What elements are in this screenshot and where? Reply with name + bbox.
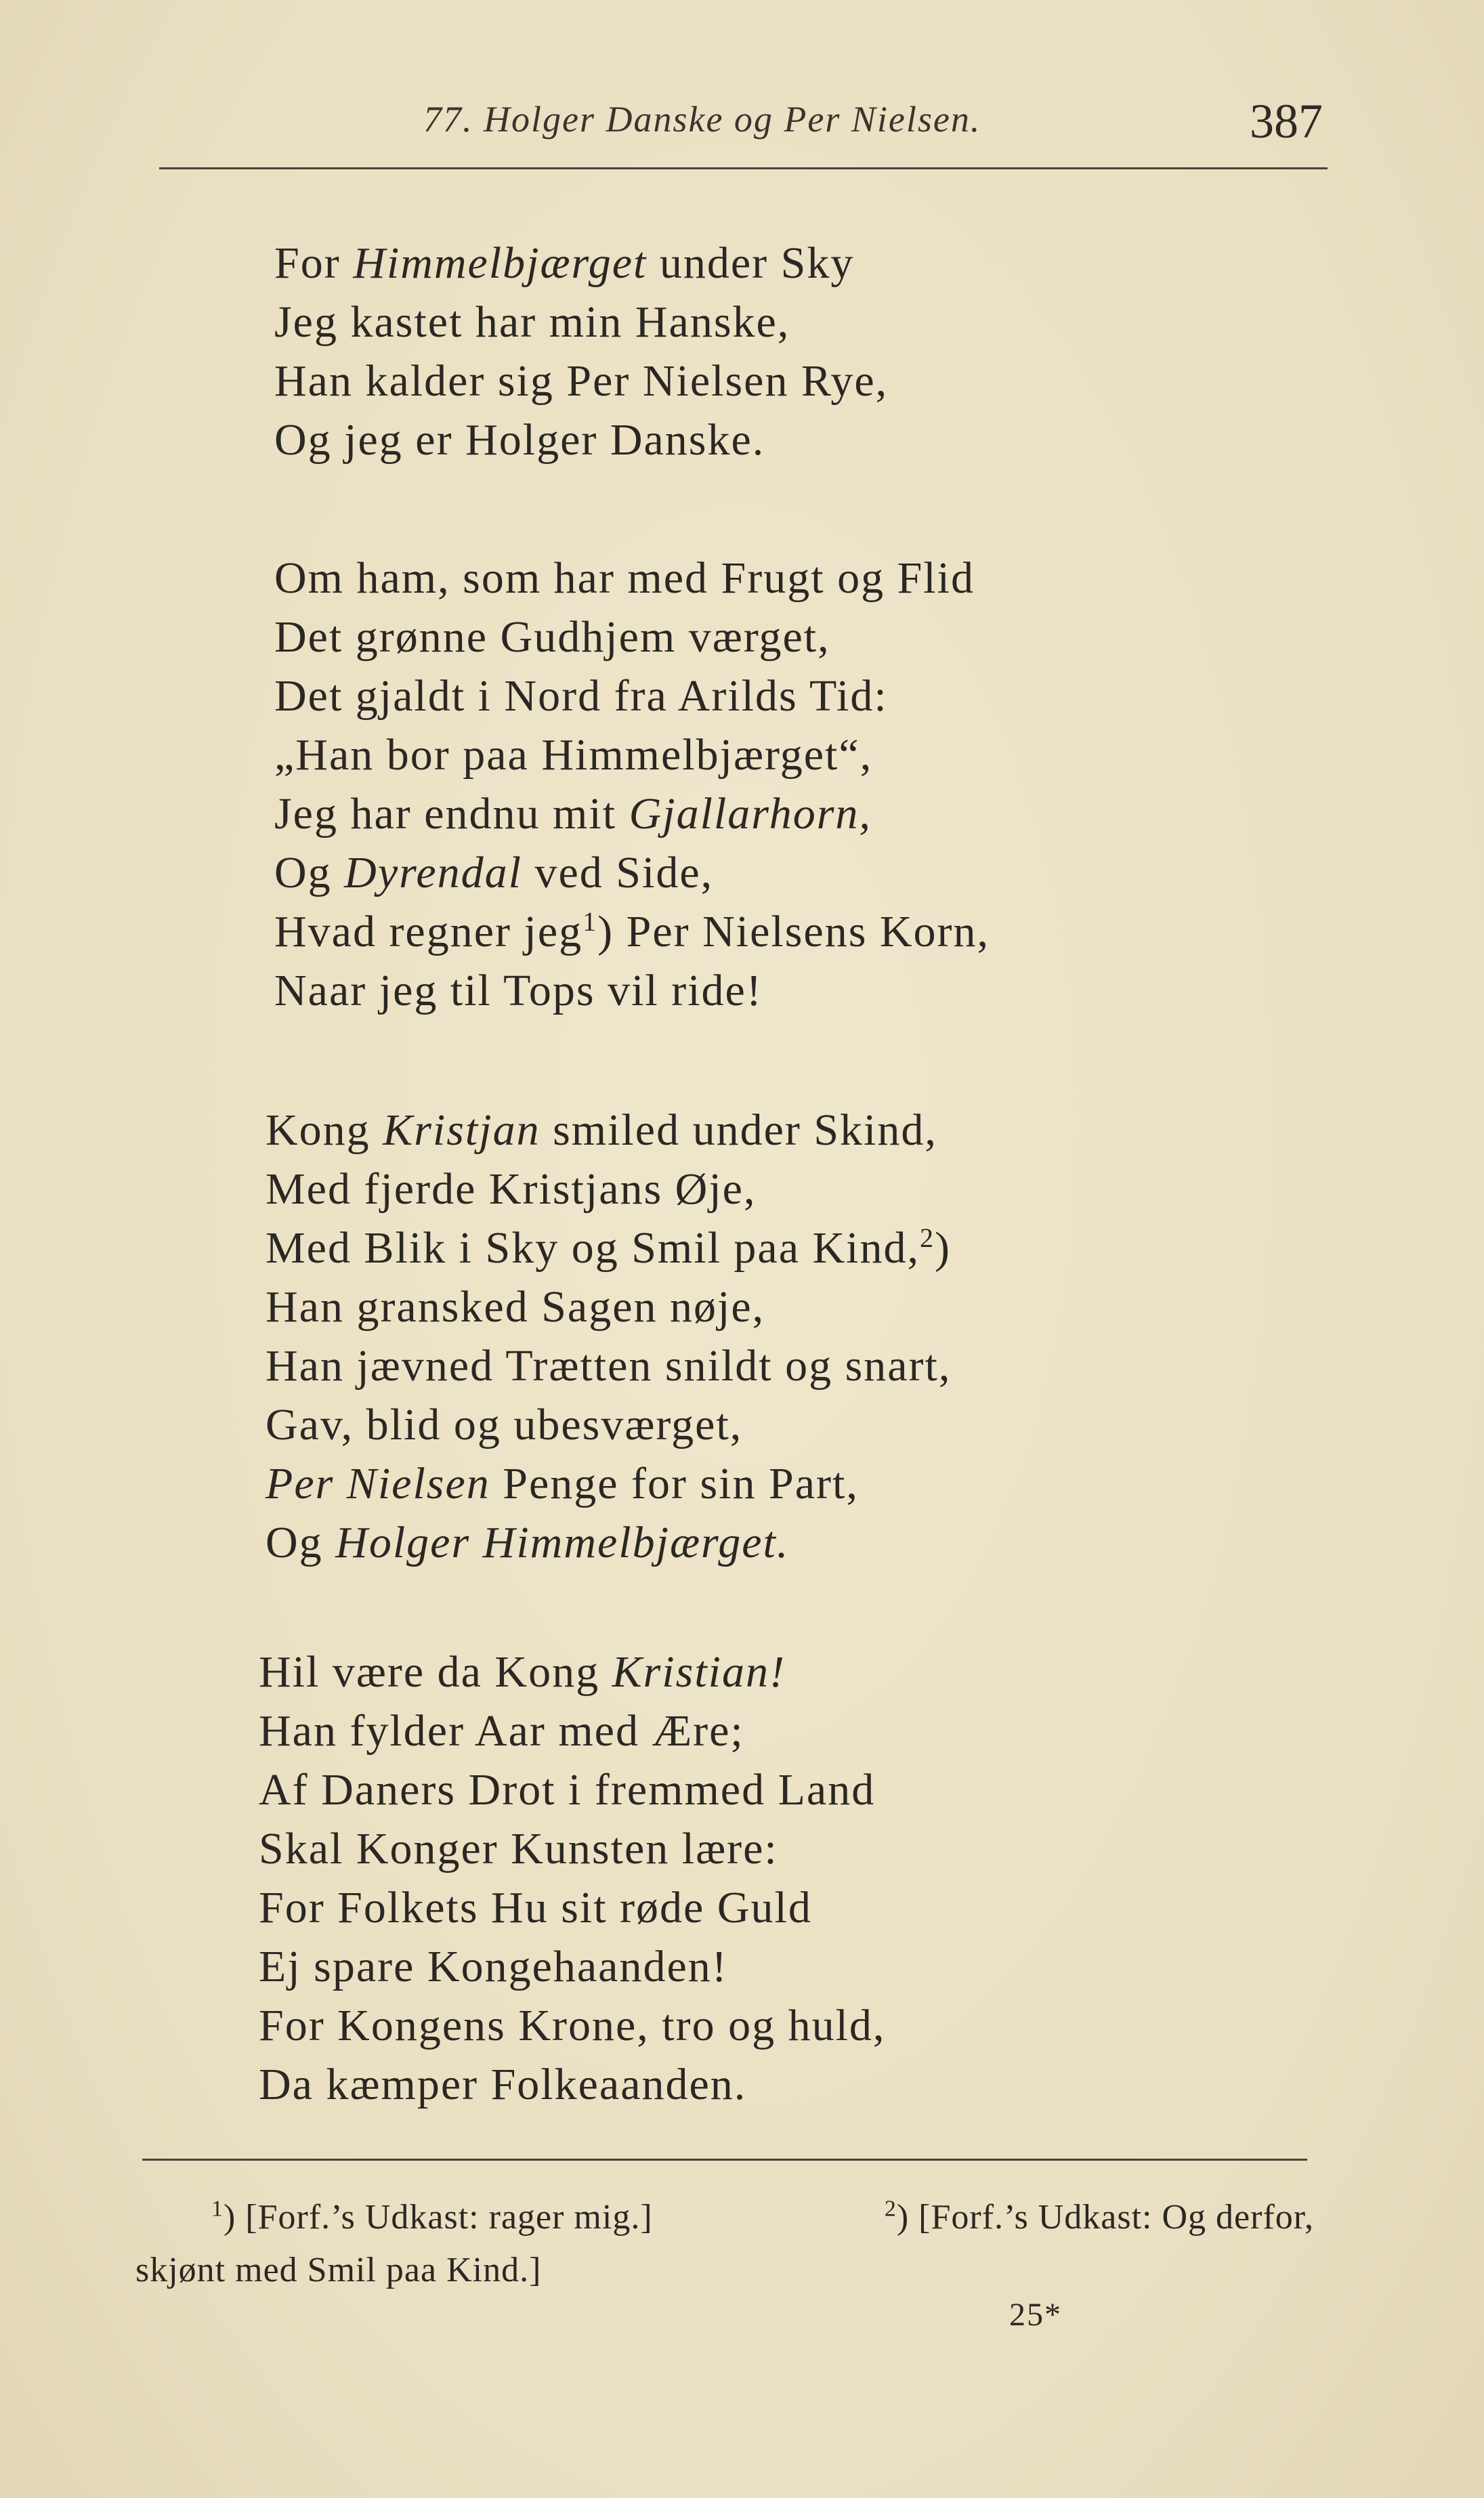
verse-text: Penge for sin Part, bbox=[490, 1459, 859, 1508]
verse-line bbox=[274, 902, 990, 961]
verse-line bbox=[274, 843, 990, 902]
verse-text: Jeg kastet har min Hanske, bbox=[274, 297, 790, 347]
footnote-1-mark: 1 bbox=[211, 2196, 224, 2222]
verse-text: Da kæmper Folkeaanden. bbox=[259, 2060, 747, 2109]
verse-line bbox=[266, 1336, 951, 1395]
footnote-2-text: ) [Forf.’s Udkast: Og derfor, bbox=[896, 2198, 1314, 2237]
verse-line bbox=[266, 1160, 951, 1219]
verse-line bbox=[259, 1701, 885, 1760]
verse-line bbox=[259, 1760, 885, 1819]
verse-line bbox=[259, 1819, 885, 1878]
running-title: 77. Holger Danske og Per Nielsen. bbox=[423, 99, 981, 140]
verse-text: Skal Konger Kunsten lære: bbox=[259, 1824, 778, 1873]
verse-text: „Han bor paa Himmelbjærget“, bbox=[274, 730, 873, 780]
verse-text: Det gjaldt i Nord fra Arilds Tid: bbox=[274, 671, 888, 721]
page-header bbox=[0, 81, 1484, 156]
italic-name: Holger Himmelbjærget. bbox=[335, 1518, 790, 1567]
verse-line bbox=[259, 1996, 885, 2055]
verse-line bbox=[266, 1101, 951, 1160]
verse-line bbox=[274, 410, 888, 469]
verse-text: Kong bbox=[266, 1105, 383, 1155]
verse-text: Og bbox=[274, 848, 345, 897]
footnote-ref: 2 bbox=[920, 1223, 935, 1253]
header-rule bbox=[159, 167, 1328, 169]
verse-line bbox=[274, 725, 990, 784]
verse-line bbox=[274, 293, 888, 352]
verse-text: Om ham, som har med Frugt og Flid bbox=[274, 553, 975, 603]
footnote-rule bbox=[142, 2159, 1307, 2161]
verse-line bbox=[274, 666, 990, 725]
verse-line bbox=[259, 1643, 885, 1701]
verse-line bbox=[259, 1937, 885, 1996]
verse-text: Og jeg er Holger Danske. bbox=[274, 415, 765, 465]
verse-text: Hvad regner jeg bbox=[274, 907, 583, 956]
verse-line bbox=[274, 234, 888, 293]
verse-text: Han kalder sig Per Nielsen Rye, bbox=[274, 356, 889, 406]
verse-text: Ej spare Kongehaanden! bbox=[259, 1942, 728, 1991]
footnote-2 bbox=[885, 2191, 1314, 2244]
verse-line bbox=[274, 549, 990, 608]
verse-text: Naar jeg til Tops vil ride! bbox=[274, 966, 763, 1015]
verse-text: ) Per Nielsens Korn, bbox=[597, 907, 990, 956]
verse-text: Med fjerde Kristjans Øje, bbox=[266, 1164, 757, 1214]
verse-line bbox=[274, 608, 990, 666]
verse-text: ) bbox=[935, 1223, 952, 1273]
footnote-1 bbox=[211, 2191, 653, 2244]
verse-line bbox=[274, 784, 990, 843]
verse-text: Han jævned Trætten snildt og snart, bbox=[266, 1341, 952, 1391]
verse-line bbox=[266, 1219, 951, 1277]
footnote-2-mark: 2 bbox=[884, 2196, 897, 2222]
italic-name: Himmelbjærget bbox=[353, 238, 648, 288]
verse-line bbox=[259, 2055, 885, 2114]
verse-text: Han fylder Aar med Ære; bbox=[259, 1706, 744, 1756]
italic-name: Gjallarhorn, bbox=[629, 789, 872, 839]
italic-name: Per Nielsen bbox=[266, 1459, 490, 1508]
verse-line bbox=[266, 1395, 951, 1454]
verse-line bbox=[266, 1277, 951, 1336]
stanza-4 bbox=[259, 1643, 885, 2114]
verse-line bbox=[266, 1454, 951, 1513]
stanza-2 bbox=[274, 549, 990, 1020]
stanza-3 bbox=[266, 1101, 951, 1572]
verse-text: For Folkets Hu sit røde Guld bbox=[259, 1883, 812, 1932]
verse-text: Af Daners Drot i fremmed Land bbox=[259, 1765, 876, 1815]
verse-text: Jeg har endnu mit bbox=[274, 789, 629, 839]
page-number: 387 bbox=[1250, 94, 1323, 148]
stanza-1 bbox=[274, 234, 888, 469]
verse-text: Han gransked Sagen nøje, bbox=[266, 1282, 765, 1332]
verse-text: Og bbox=[266, 1518, 336, 1567]
footnote-ref: 1 bbox=[582, 906, 598, 937]
verse-text: For bbox=[274, 238, 354, 288]
printer-signature: 25* bbox=[1009, 2297, 1062, 2333]
verse-text: Hil være da Kong bbox=[259, 1647, 612, 1697]
footnotes bbox=[135, 2191, 1314, 2297]
verse-text: Med Blik i Sky og Smil paa Kind, bbox=[266, 1223, 920, 1273]
verse-line bbox=[274, 352, 888, 410]
footnote-line bbox=[135, 2191, 1314, 2244]
verse-line bbox=[274, 961, 990, 1020]
italic-name: Dyrendal bbox=[344, 848, 522, 897]
verse-text: smiled under Skind, bbox=[540, 1105, 937, 1155]
verse-text: Det grønne Gudhjem værget, bbox=[274, 612, 830, 662]
verse-text: Gav, blid og ubesværget, bbox=[266, 1400, 743, 1449]
verse-line bbox=[259, 1878, 885, 1937]
verse-text: For Kongens Krone, tro og huld, bbox=[259, 2001, 886, 2050]
italic-name: Kristian! bbox=[612, 1647, 786, 1697]
footnote-1-text: ) [Forf.’s Udkast: rager mig.] bbox=[224, 2198, 653, 2237]
verse-line bbox=[266, 1513, 951, 1572]
verse-text: ved Side, bbox=[522, 848, 714, 897]
italic-name: Kristjan bbox=[383, 1105, 540, 1155]
verse-text: under Sky bbox=[647, 238, 855, 288]
footnote-2-continuation: skjønt med Smil paa Kind.] bbox=[135, 2251, 542, 2289]
